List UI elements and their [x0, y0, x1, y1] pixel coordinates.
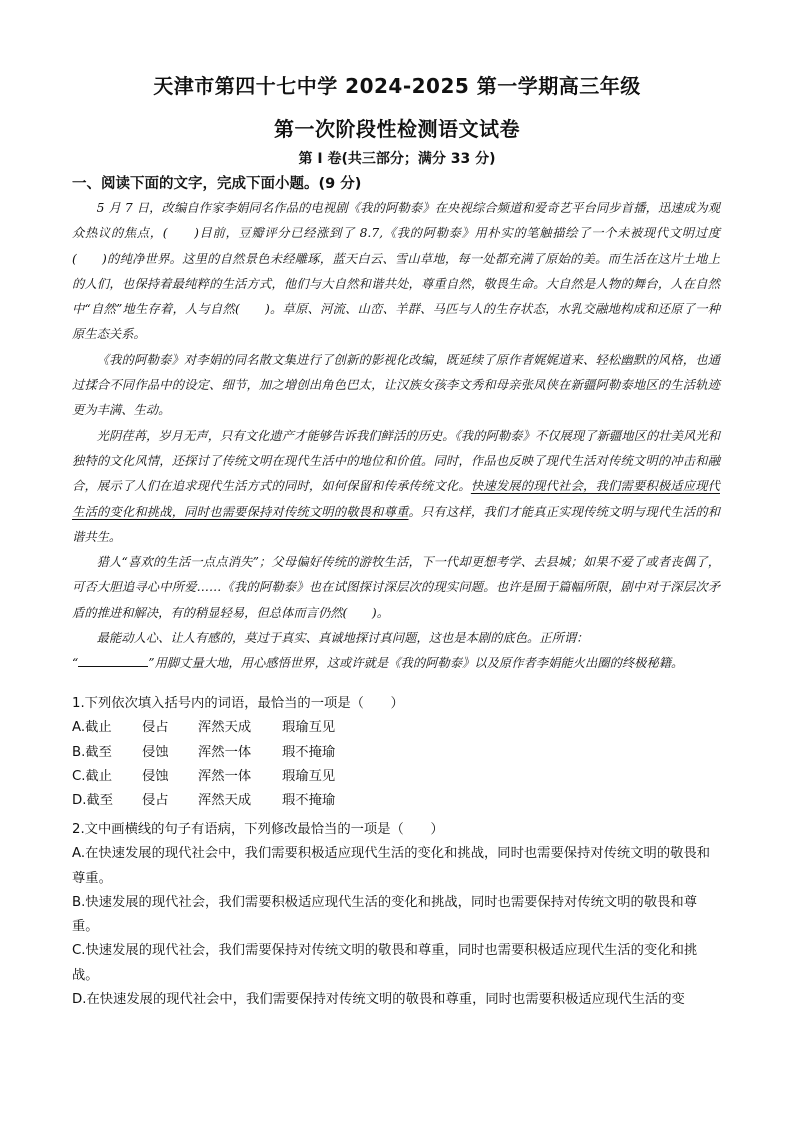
- option-cell: 侵蚀: [142, 744, 169, 760]
- question-1-option-d: [72, 789, 722, 813]
- open-quote: “: [72, 656, 79, 671]
- option-cell: 瑕瑜互见: [282, 720, 336, 736]
- part-label: 第 I 卷(共三部分；满分 33 分): [298, 151, 496, 167]
- underlined-sentence: 快速发展的现代社会，我们需要积极适应现代生活的变化和挑战，同时也需要保持对传统文明的敬畏和尊重: [72, 479, 720, 519]
- option-cell: 浑然天成: [198, 793, 252, 809]
- passage-paragraph-6: [72, 651, 720, 676]
- option-cell: 侵占: [142, 793, 169, 809]
- passage-paragraph-5: 最能动人心、让人有感的，莫过于真实、真诚地探讨真问题，这也是本剧的底色。正所谓：: [96, 631, 589, 646]
- question-2-option-a: A.在快速发展的现代社会中，我们需要积极适应现代生活的变化和挑战，同时也需要保持对传统文明的敬畏和尊重。: [72, 846, 711, 886]
- question-1-option-b: [72, 741, 722, 765]
- question-1-stem: 1.下列依次填入括号内的词语，最恰当的一项是（ ）: [72, 696, 404, 711]
- option-cell: 浑然一体: [198, 768, 252, 784]
- paragraph-3-text: 光阴荏苒，岁月无声，只有文化遗产才能够告诉我们鲜活的历史。《我的阿勒泰》不仅展现了新疆地区的壮美风光和独特的文化风情，还探讨了传统文明在现代生活中的地位和价值。同时，作品也反映了现代生活对传统文明的冲击和融合，展示了人们在追求现代生活方式的同时，如何保留和传承传统文化。: [72, 428, 720, 494]
- option-cell: 浑然天成: [198, 720, 252, 736]
- fill-blank: [78, 654, 148, 667]
- paragraph-3-tail: 。只有这样，我们才能真正实现传统文明与现代生活的和谐共生。: [72, 504, 720, 544]
- option-cell: D.截至: [72, 793, 114, 809]
- option-cell: 侵占: [142, 720, 169, 736]
- passage-paragraph-2: 《我的阿勒泰》对李娟的同名散文集进行了创新的影视化改编，既延续了原作者娓娓道来、轻松幽默的风格，也通过揉合不同作品中的设定、细节，加之增创出角色巴太，让汉族女孩李文秀和母亲张凤侠在新疆阿勒泰地区的生活轨迹更为丰满、生动。: [72, 352, 720, 418]
- option-cell: 瑕不掩瑜: [282, 744, 336, 760]
- option-cell: B.截至: [72, 744, 112, 760]
- passage-paragraph-4: 猎人“喜欢的生活一点点消失”；父母偏好传统的游牧生活，下一代却更想考学、去县城；如果不爱了或者丧偶了，可否大胆追寻心中所爱……《我的阿勒泰》也在试图探讨深层次的现实问题。也许是囿于篇幅所限，剧中对于深层次矛盾的推进和解决，有的稍显轻易，但总体而言仍然( )。: [72, 555, 720, 620]
- question-1-option-c: [72, 765, 722, 789]
- option-cell: 瑕不掩瑜: [282, 793, 336, 809]
- option-cell: A.截止: [72, 720, 112, 736]
- reading-passage: [72, 196, 720, 677]
- question-1: [72, 692, 722, 813]
- exam-title-line1: 天津市第四十七中学 2024-2025 第一学期高三年级: [153, 74, 641, 98]
- question-2-option-d: D.在快速发展的现代社会中，我们需要保持对传统文明的敬畏和尊重，同时也需要积极适应现代生活的变: [72, 992, 685, 1008]
- option-cell: 侵蚀: [142, 768, 169, 784]
- passage-paragraph-3: [72, 424, 720, 550]
- question-2-stem: 2.文中画横线的句子有语病，下列修改最恰当的一项是（ ）: [72, 822, 444, 837]
- question-2-option-c: C.快速发展的现代社会，我们需要保持对传统文明的敬畏和尊重，同时也需要积极适应现代生活的变化和挑战。: [72, 943, 698, 983]
- question-2-option-b: B.快速发展的现代社会，我们需要积极适应现代生活的变化和挑战，同时也需要保持对传统文明的敬畏和尊重。: [72, 894, 698, 935]
- question-1-option-a: [72, 716, 722, 740]
- option-cell: 瑕瑜互见: [282, 768, 336, 784]
- exam-title-line2: 第一次阶段性检测语文试卷: [274, 117, 520, 141]
- section-heading: 一、阅读下面的文字，完成下面小题。(9 分): [72, 176, 362, 192]
- option-cell: C.截止: [72, 768, 113, 784]
- option-cell: 浑然一体: [198, 744, 252, 760]
- question-2: [72, 818, 722, 1012]
- passage-paragraph-1: 5 月 7 日，改编自作家李娟同名作品的电视剧《我的阿勒泰》在央视综合频道和爱奇艺平台同步首播，迅速成为观众热议的焦点，( )目前，豆瓣评分已经涨到了 8.7,《我的阿勒泰》用朴实的笔触描绘了一个未被现代文明过度( )的纯净世界。这里的自然景色未经雕琢，蓝天白云、雪山草地，每一处都充满了原始的美。而生活在这片土地上的人们，也保持着最纯粹的生活方式，他们与大自然和谐共处，尊重自然，敬畏生命。大自然是人物的舞台，人在自然中“自然”地生存着，人与自然( )。草原、河流、山峦、羊群、马匹与人的生存状态，水乳交融地构成和还原了一种原生态关系。: [72, 201, 720, 342]
- paragraph-6-text: ”用脚丈量大地，用心感悟世界，这或许就是《我的阿勒泰》以及原作者李娟能火出圈的终极秘籍。: [148, 656, 684, 671]
